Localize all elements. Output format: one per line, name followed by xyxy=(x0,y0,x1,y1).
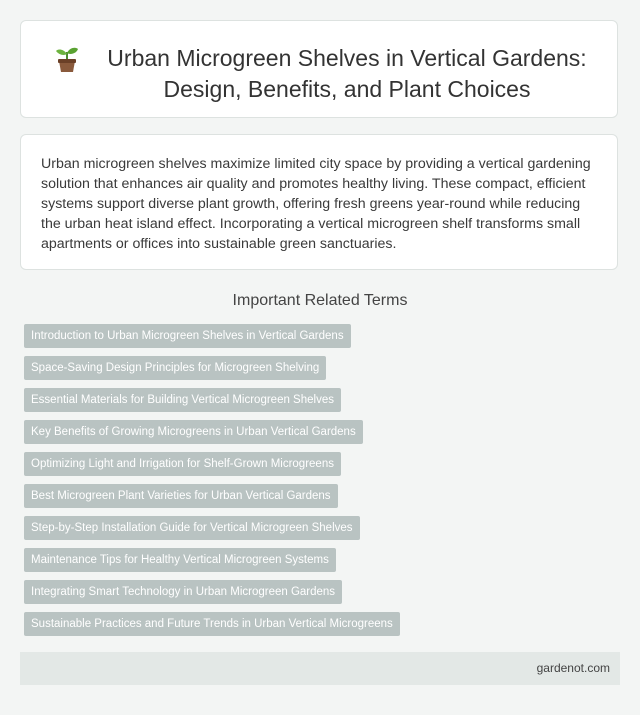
list-item xyxy=(24,324,400,348)
related-terms-heading: Important Related Terms xyxy=(232,292,408,309)
term-tag[interactable]: Key Benefits of Growing Microgreens in Urban Vertical Gardens xyxy=(24,420,363,444)
site-link[interactable]: gardenot.com xyxy=(536,661,610,675)
term-tag[interactable]: Introduction to Urban Microgreen Shelves in Vertical Gardens xyxy=(24,324,351,348)
list-item xyxy=(24,612,400,636)
term-tag[interactable]: Maintenance Tips for Healthy Vertical Microgreen Systems xyxy=(24,548,336,572)
list-item xyxy=(24,420,400,444)
summary-card xyxy=(20,134,618,270)
term-tag[interactable]: Best Microgreen Plant Varieties for Urban Vertical Gardens xyxy=(24,484,338,508)
list-item xyxy=(24,356,400,380)
sprout-icon xyxy=(55,45,79,73)
list-item xyxy=(24,452,400,476)
summary-text: Urban microgreen shelves maximize limited city space by providing a vertical gardening solution that enhances air quality and promotes healthy living. These compact, efficient systems support diverse plant growth, offering fresh greens year-round while reducing the urban heat island effect. Incorporating a vertical microgreen shelf transforms small apartments or offices into sustainable green sanctuaries. xyxy=(41,156,591,252)
term-tag[interactable]: Sustainable Practices and Future Trends in Urban Vertical Microgreens xyxy=(24,612,400,636)
page-title: Urban Microgreen Shelves in Vertical Gardens: Design, Benefits, and Plant Choices xyxy=(107,45,587,102)
list-item xyxy=(24,516,400,540)
term-tag[interactable]: Space-Saving Design Principles for Microgreen Shelving xyxy=(24,356,326,380)
list-item xyxy=(24,388,400,412)
list-item xyxy=(24,484,400,508)
term-tag[interactable]: Optimizing Light and Irrigation for Shelf-Grown Microgreens xyxy=(24,452,341,476)
term-tag[interactable]: Integrating Smart Technology in Urban Microgreen Gardens xyxy=(24,580,342,604)
list-item xyxy=(24,580,400,604)
term-tag[interactable]: Step-by-Step Installation Guide for Vertical Microgreen Shelves xyxy=(24,516,360,540)
title-block xyxy=(55,43,595,105)
related-terms-list xyxy=(24,324,400,644)
list-item xyxy=(24,548,400,572)
title-card xyxy=(20,20,618,118)
footer xyxy=(20,652,620,685)
term-tag[interactable]: Essential Materials for Building Vertical Microgreen Shelves xyxy=(24,388,341,412)
